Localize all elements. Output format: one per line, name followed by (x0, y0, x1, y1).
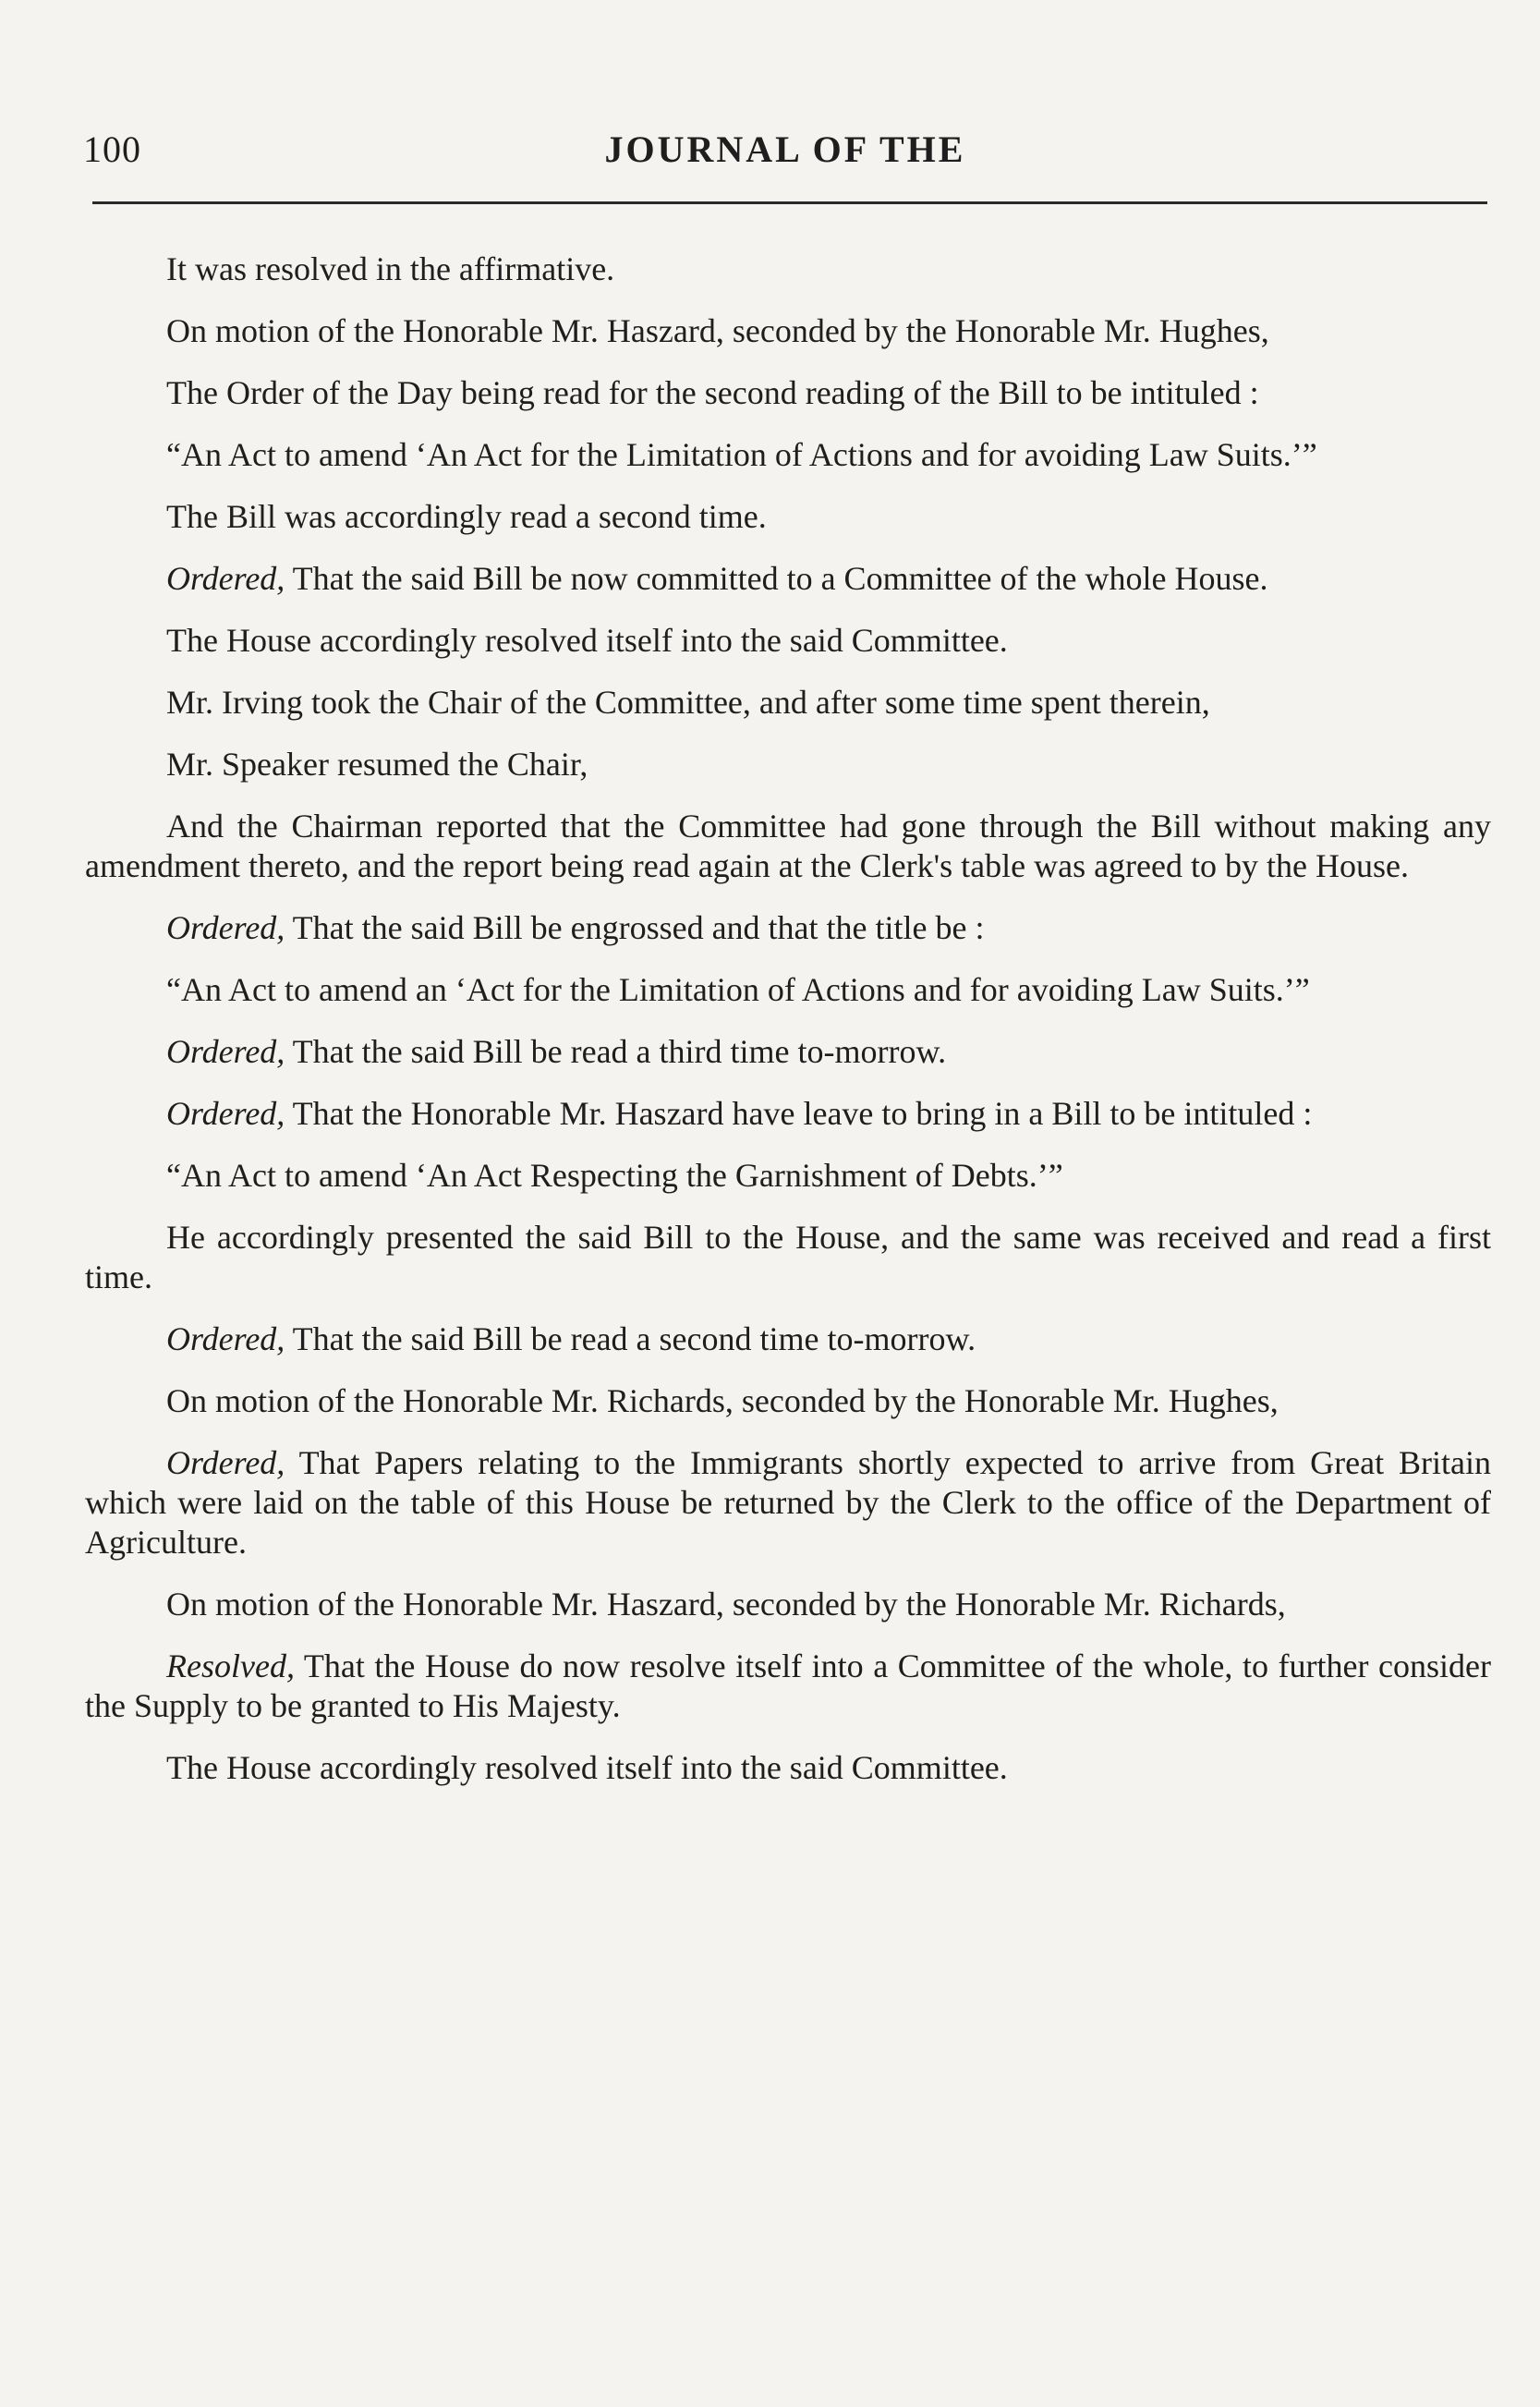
paragraph-text: “An Act to amend ‘An Act for the Limitation of Actions and for avoiding Law Suits.’” (166, 436, 1317, 473)
paragraph-text: That the said Bill be read a third time to-morrow. (292, 1033, 947, 1070)
paragraph (85, 1443, 1491, 1562)
paragraph-text: The Bill was accordingly read a second time. (166, 498, 767, 535)
paragraph (85, 559, 1491, 599)
paragraph-text: That Papers relating to the Immigrants shortly expected to arrive from Great Britain which were laid on the table of this House be returned by the Clerk to the office of the Department of Agriculture. (85, 1444, 1491, 1561)
paragraph (85, 1156, 1491, 1196)
paragraph-text: The House accordingly resolved itself into the said Committee. (166, 622, 1008, 659)
paragraph (85, 1319, 1491, 1359)
paragraph (85, 1032, 1491, 1072)
paragraph-text: On motion of the Honorable Mr. Richards, seconded by the Honorable Mr. Hughes, (166, 1382, 1279, 1419)
paragraph-text: It was resolved in the affirmative. (166, 250, 615, 287)
paragraph (85, 497, 1491, 537)
header-rule (92, 201, 1487, 204)
paragraph (85, 908, 1491, 948)
paragraph-text: He accordingly presented the said Bill to the House, and the same was received and read a first time. (85, 1219, 1491, 1295)
paragraph-lead: Ordered, (166, 1444, 285, 1481)
paragraph-text: That the said Bill be read a second time to-morrow. (292, 1320, 976, 1357)
journal-body (85, 249, 1491, 1810)
paragraph (85, 1647, 1491, 1726)
paragraph-text: That the said Bill be engrossed and that the title be : (292, 909, 985, 946)
page-number: 100 (83, 128, 141, 170)
paragraph (85, 435, 1491, 475)
paragraph-text: “An Act to amend ‘An Act Respecting the Garnishment of Debts.’” (166, 1157, 1063, 1194)
paragraph (85, 1585, 1491, 1624)
page-header (83, 128, 1487, 183)
paragraph (85, 807, 1491, 886)
paragraph-lead: Resolved, (166, 1647, 295, 1684)
running-head: JOURNAL OF THE (604, 128, 966, 170)
paragraph-text: That the Honorable Mr. Haszard have leave to bring in a Bill to be intituled : (292, 1095, 1313, 1132)
paragraph (85, 1094, 1491, 1134)
paragraph (85, 373, 1491, 413)
paragraph-lead: Ordered, (166, 560, 285, 597)
paragraph-lead: Ordered, (166, 1320, 285, 1357)
paragraph-lead: Ordered, (166, 1095, 285, 1132)
paragraph-text: The House accordingly resolved itself into the said Committee. (166, 1749, 1008, 1786)
paragraph-lead: Ordered, (166, 909, 285, 946)
paragraph (85, 745, 1491, 784)
paragraph (85, 1218, 1491, 1297)
paragraph-text: The Order of the Day being read for the second reading of the Bill to be intituled : (166, 374, 1259, 411)
paragraph (85, 683, 1491, 723)
paragraph-text: That the said Bill be now committed to a Committee of the whole House. (292, 560, 1268, 597)
paragraph-text: “An Act to amend an ‘Act for the Limitation of Actions and for avoiding Law Suits.’” (166, 971, 1310, 1008)
paragraph-text: On motion of the Honorable Mr. Haszard, seconded by the Honorable Mr. Richards, (166, 1586, 1286, 1623)
paragraph (85, 970, 1491, 1010)
paragraph (85, 1381, 1491, 1421)
paragraph-lead: Ordered, (166, 1033, 285, 1070)
paragraph-text: Mr. Irving took the Chair of the Committee, and after some time spent therein, (166, 684, 1210, 721)
paragraph-text: On motion of the Honorable Mr. Haszard, seconded by the Honorable Mr. Hughes, (166, 312, 1269, 349)
paragraph (85, 621, 1491, 661)
paragraph-text: That the House do now resolve itself into a Committee of the whole, to further consider the Supply to be granted to His Majesty. (85, 1647, 1491, 1724)
paragraph (85, 249, 1491, 289)
paragraph-text: And the Chairman reported that the Committee had gone through the Bill without making any amendment thereto, and the report being read again at the Clerk's table was agreed to by the House. (85, 808, 1491, 884)
paragraph (85, 311, 1491, 351)
paragraph-text: Mr. Speaker resumed the Chair, (166, 746, 588, 783)
paragraph (85, 1748, 1491, 1788)
